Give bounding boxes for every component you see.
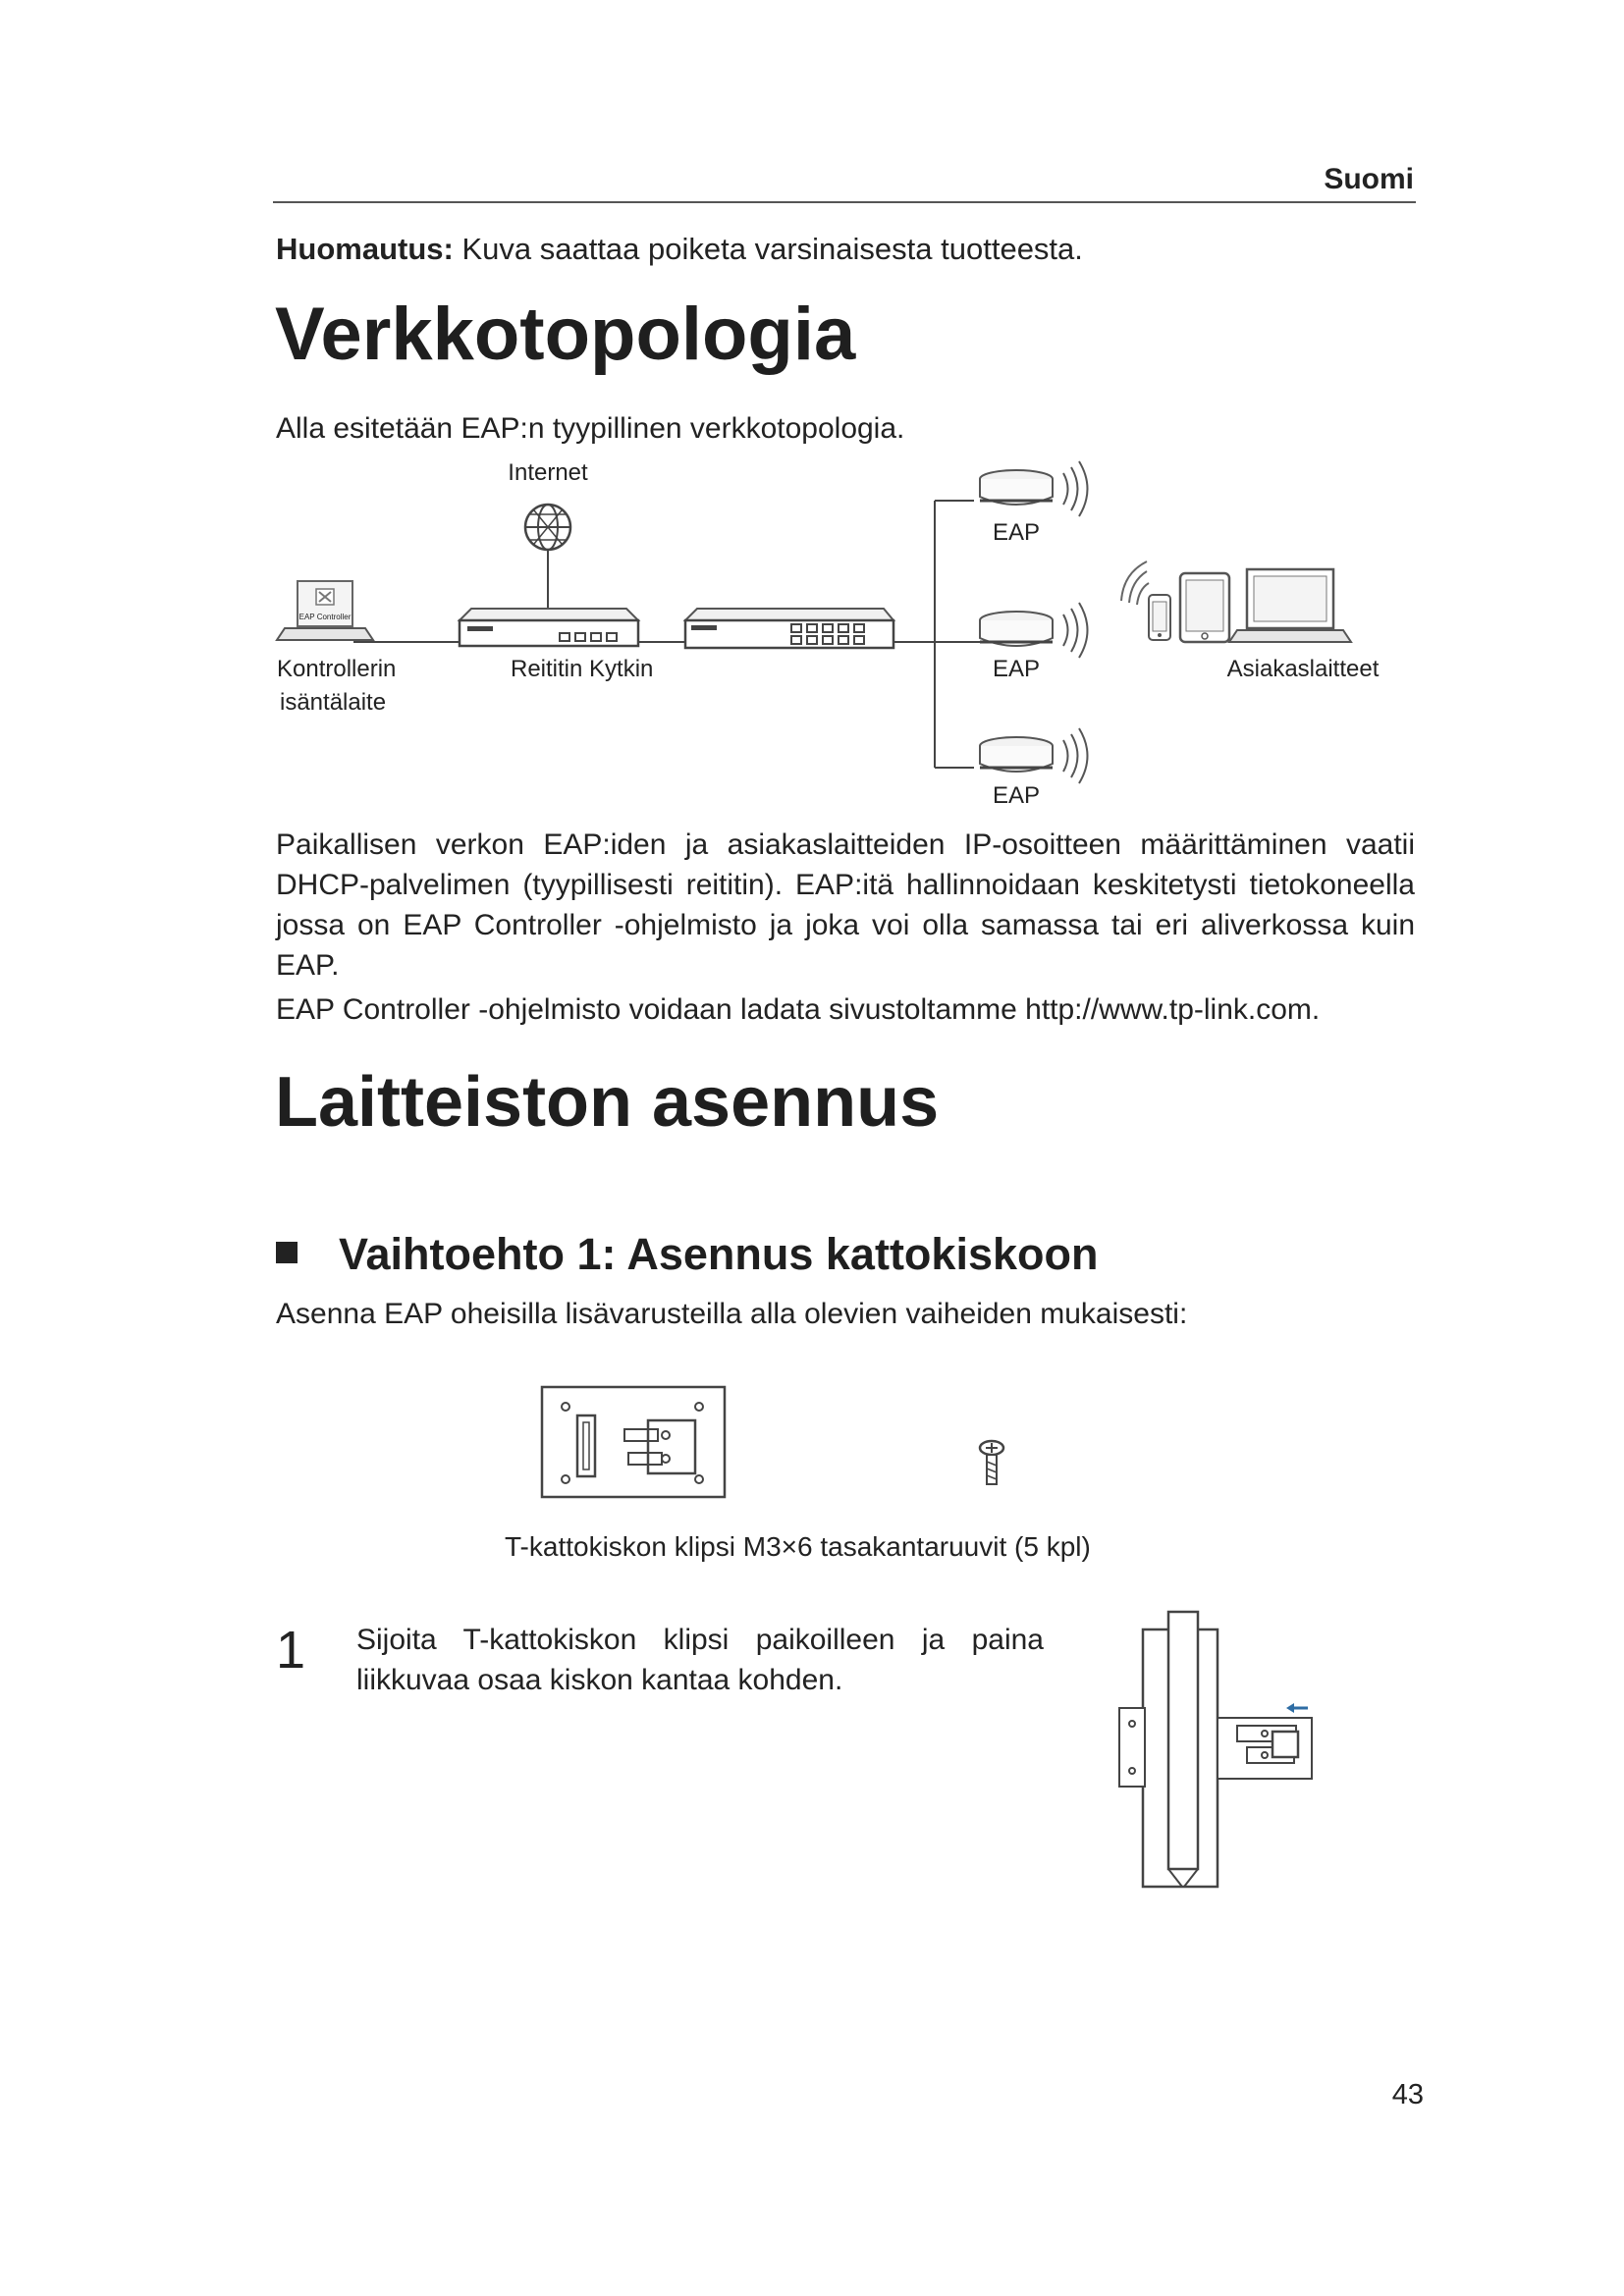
note-text: Kuva saattaa poiketa varsinaisesta tuotteesta. — [461, 232, 1083, 266]
screw-icon — [980, 1441, 1003, 1484]
t-rail-clip-icon — [542, 1387, 725, 1497]
router-switch-label: Reititin Kytkin — [511, 656, 654, 682]
bullet-square-icon — [276, 1242, 298, 1263]
eap-access-point-icon — [980, 728, 1088, 783]
accessories-figure — [530, 1369, 1021, 1517]
section-title-installation: Laitteiston asennus — [275, 1063, 940, 1142]
wifi-signal-icon — [1121, 561, 1149, 605]
topology-diagram — [265, 452, 1424, 825]
controller-screen-label: EAP Controller — [298, 613, 352, 621]
eap-bottom-label: EAP — [992, 782, 1041, 809]
installation-intro: Asenna EAP oheisilla lisävarusteilla alla olevien vaiheiden mukaisesti: — [276, 1298, 1188, 1330]
phone-icon — [1149, 595, 1170, 640]
page-number: 43 — [1391, 2079, 1424, 2110]
eap-top-label: EAP — [992, 519, 1041, 546]
note-label: Huomautus: — [276, 232, 454, 266]
step1-figure — [1100, 1600, 1355, 1895]
internet-label: Internet — [508, 459, 588, 486]
laptop-icon — [277, 581, 373, 640]
controller-label-line2: isäntälaite — [280, 689, 387, 716]
arrow-left-icon — [1286, 1703, 1308, 1713]
section-title-topology: Verkkotopologia — [275, 293, 856, 376]
option-heading — [276, 1229, 1098, 1280]
controller-label-line1: Kontrollerin — [277, 656, 397, 682]
language-label: Suomi — [1324, 163, 1414, 195]
router-icon — [460, 609, 638, 646]
tablet-icon — [1180, 573, 1229, 642]
switch-icon — [685, 609, 893, 648]
header-rule — [273, 201, 1416, 203]
accessories-caption: T-kattokiskon klipsi M3×6 tasakantaruuvit (5 kpl) — [505, 1531, 1091, 1562]
step-number: 1 — [276, 1621, 306, 1680]
step-text: Sijoita T-kattokiskon klipsi paikoilleen ja paina liikkuvaa osaa kiskon kantaa kohden. — [356, 1624, 1044, 1696]
option-title: Vaihtoehto 1: Asennus kattokiskoon — [339, 1229, 1099, 1279]
ceiling-rail-icon — [1143, 1612, 1218, 1887]
note — [276, 232, 1083, 267]
topology-description: Paikallisen verkon EAP:iden ja asiakaslaitteiden IP-osoitteen määrittäminen vaatii DHCP-palvelimen (tyypillisesti reititin). EAP:itä hallinnoidaan keskitetysti tietokoneella jossa on EAP Controller -ohjelmisto ja joka voi olla samassa tai eri aliverkossa kuin EAP. — [276, 828, 1415, 982]
eap-middle-label: EAP — [992, 656, 1041, 682]
eap-access-point-icon — [980, 603, 1088, 658]
clients-label: Asiakaslaitteet — [1226, 656, 1380, 682]
client-laptop-icon — [1229, 569, 1351, 642]
download-note: EAP Controller -ohjelmisto voidaan ladata sivustoltamme http://www.tp-link.com. — [276, 993, 1321, 1026]
eap-access-point-icon — [980, 461, 1088, 516]
globe-icon — [525, 505, 570, 550]
topology-intro: Alla esitetään EAP:n tyypillinen verkkotopologia. — [276, 412, 905, 445]
